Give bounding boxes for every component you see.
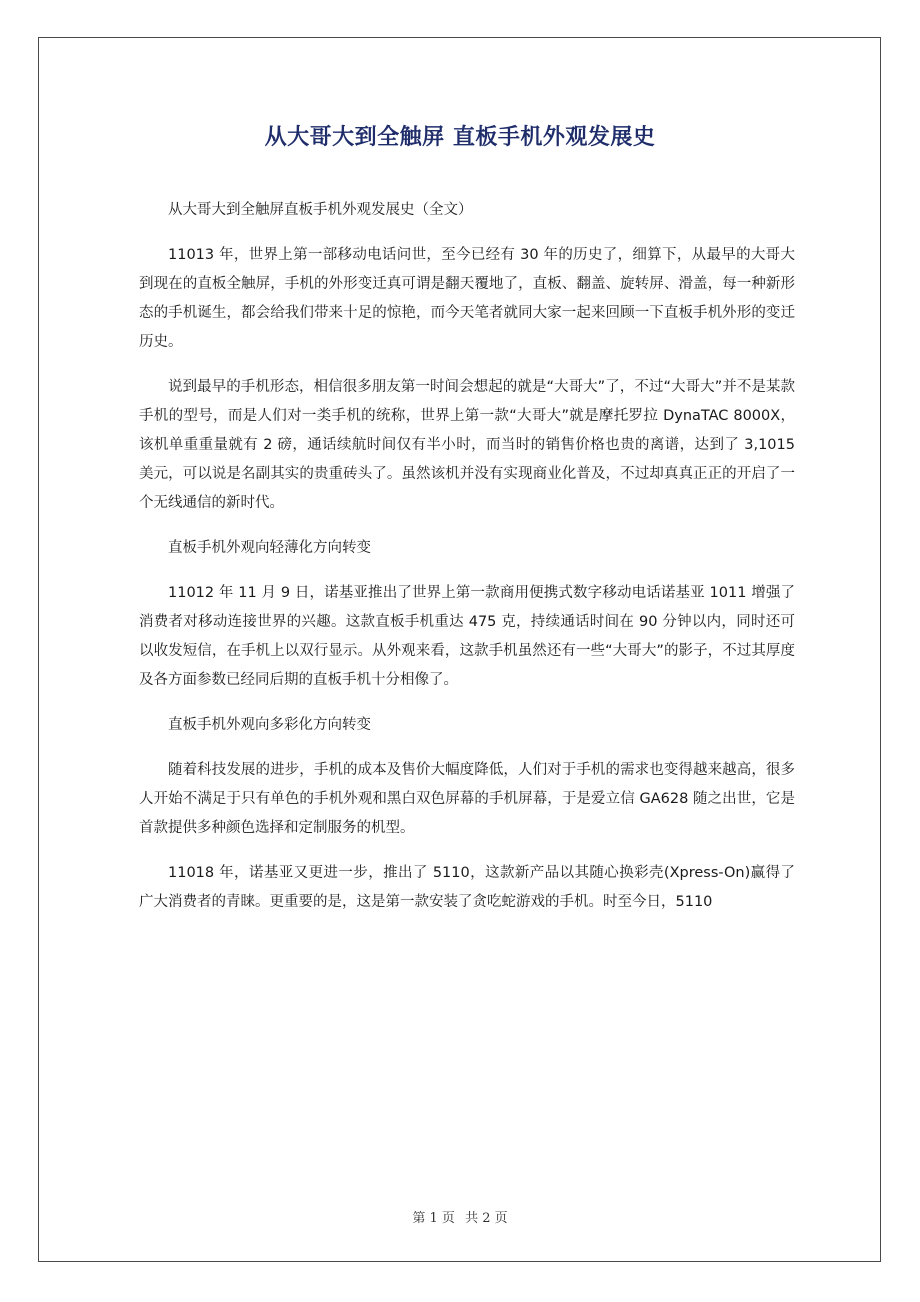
- paragraph: 说到最早的手机形态，相信很多朋友第一时间会想起的就是“大哥大”了，不过“大哥大”并不是某款手机的型号，而是人们对一类手机的统称，世界上第一款“大哥大”就是摩托罗拉 DynaTAC 8000X，该机单重重量就有 2 磅，通话续航时间仅有半小时，而当时的销售价格也贵的离谱，达到了 3,1015 美元，可以说是名副其实的贵重砖头了。虽然该机并没有实现商业化普及，不过却真真正正的开启了一个无线通信的新时代。: [139, 379, 795, 511]
- document-body: [139, 196, 795, 933]
- document-title: 从大哥大到全触屏 直板手机外观发展史: [264, 125, 656, 150]
- section-heading: 直板手机外观向轻薄化方向转变: [168, 540, 371, 556]
- paragraph-subtitle: 从大哥大到全触屏直板手机外观发展史（全文）: [168, 202, 473, 218]
- paragraph: 11013 年，世界上第一部移动电话问世，至今已经有 30 年的历史了，细算下，从最早的大哥大到现在的直板全触屏，手机的外形变迁真可谓是翻天覆地了，直板、翻盖、旋转屏、滑盖，每一种新形态的手机诞生，都会给我们带来十足的惊艳，而今天笔者就同大家一起来回顾一下直板手机外形的变迁历史。: [139, 247, 795, 350]
- paragraph: 随着科技发展的进步，手机的成本及售价大幅度降低，人们对于手机的需求也变得越来越高，很多人开始不满足于只有单色的手机外观和黑白双色屏幕的手机屏幕，于是爱立信 GA628 随之出世，它是首款提供多种颜色选择和定制服务的机型。: [139, 762, 795, 836]
- paragraph: 11012 年 11 月 9 日，诺基亚推出了世界上第一款商用便携式数字移动电话诺基亚 1011 增强了消费者对移动连接世界的兴趣。这款直板手机重达 475 克，持续通话时间在 90 分钟以内，同时还可以收发短信，在手机上以双行显示。从外观来看，这款手机虽然还有一些“大哥大”的影子，不过其厚度及各方面参数已经同后期的直板手机十分相像了。: [139, 585, 795, 688]
- page-number: 第 1 页: [412, 1211, 455, 1226]
- page-total: 共 2 页: [465, 1211, 508, 1226]
- page-footer: [0, 1207, 920, 1226]
- paragraph: 11018 年，诺基亚又更进一步，推出了 5110，这款新产品以其随心换彩壳(Xpress-On)赢得了广大消费者的青睐。更重要的是，这是第一款安装了贪吃蛇游戏的手机。时至今日，5110: [139, 865, 795, 910]
- section-heading: 直板手机外观向多彩化方向转变: [168, 717, 371, 733]
